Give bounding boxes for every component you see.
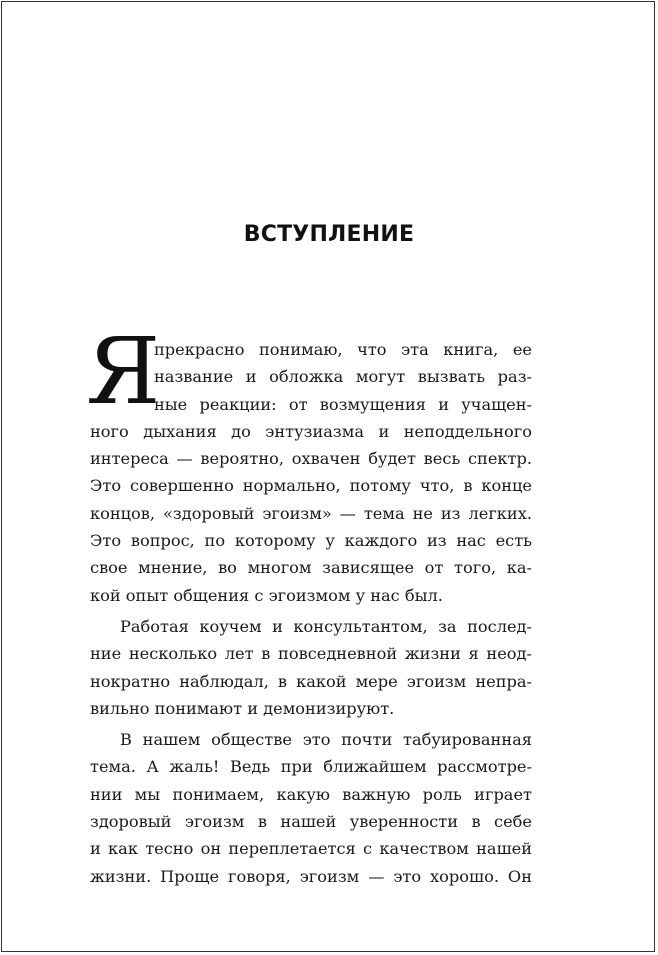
text-line: ние несколько лет в повседневной жизни я неод- (90, 644, 532, 664)
text-line: ные реакции: от возмущения и учащен- (154, 394, 532, 414)
text-line: кой опыт общения с эгоизмом у нас был. (90, 585, 443, 605)
text-line: В нашем обществе это почти табуированная (120, 730, 532, 750)
text-line: тема. А жаль! Ведь при ближайшем рассмотре- (90, 757, 532, 777)
paragraph-3 (90, 726, 532, 890)
body-text (86, 318, 532, 890)
text-line: вильно понимают и демонизируют. (90, 698, 395, 718)
text-line: название и обложка могут вызвать раз- (154, 367, 532, 387)
paragraph-1 (86, 318, 532, 609)
text-line: ного дыхания до энтузиазма и неподдельного (90, 421, 532, 441)
text-line: нии мы понимаем, какую важную роль играет (90, 784, 532, 804)
drop-cap: Я (86, 318, 161, 425)
paragraph-2 (90, 613, 532, 722)
text-line: интереса — вероятно, охвачен будет весь спектр. (90, 449, 532, 469)
text-line: концов, «здоровый эгоизм» — тема не из легких. (90, 503, 532, 523)
text-line: свое мнение, во многом зависящее от того, ка- (90, 558, 532, 578)
text-line: Работая коучем и консультантом, за послед- (120, 616, 532, 636)
chapter-title: ВСТУПЛЕНИЕ (243, 222, 415, 247)
text-line: нократно наблюдал, в какой мере эгоизм непра- (90, 671, 532, 691)
text-line: прекрасно понимаю, что эта книга, ее (154, 340, 532, 359)
text-line: жизни. Проще говоря, эгоизм — это хорошо. Он (90, 866, 532, 886)
text-line: Это вопрос, по которому у каждого из нас есть (90, 531, 532, 551)
text-line: здоровый эгоизм в нашей уверенности в себе (90, 812, 532, 832)
text-line: и как тесно он переплетается с качеством нашей (90, 839, 532, 859)
text-line: Это совершенно нормально, потому что, в конце (90, 476, 532, 496)
